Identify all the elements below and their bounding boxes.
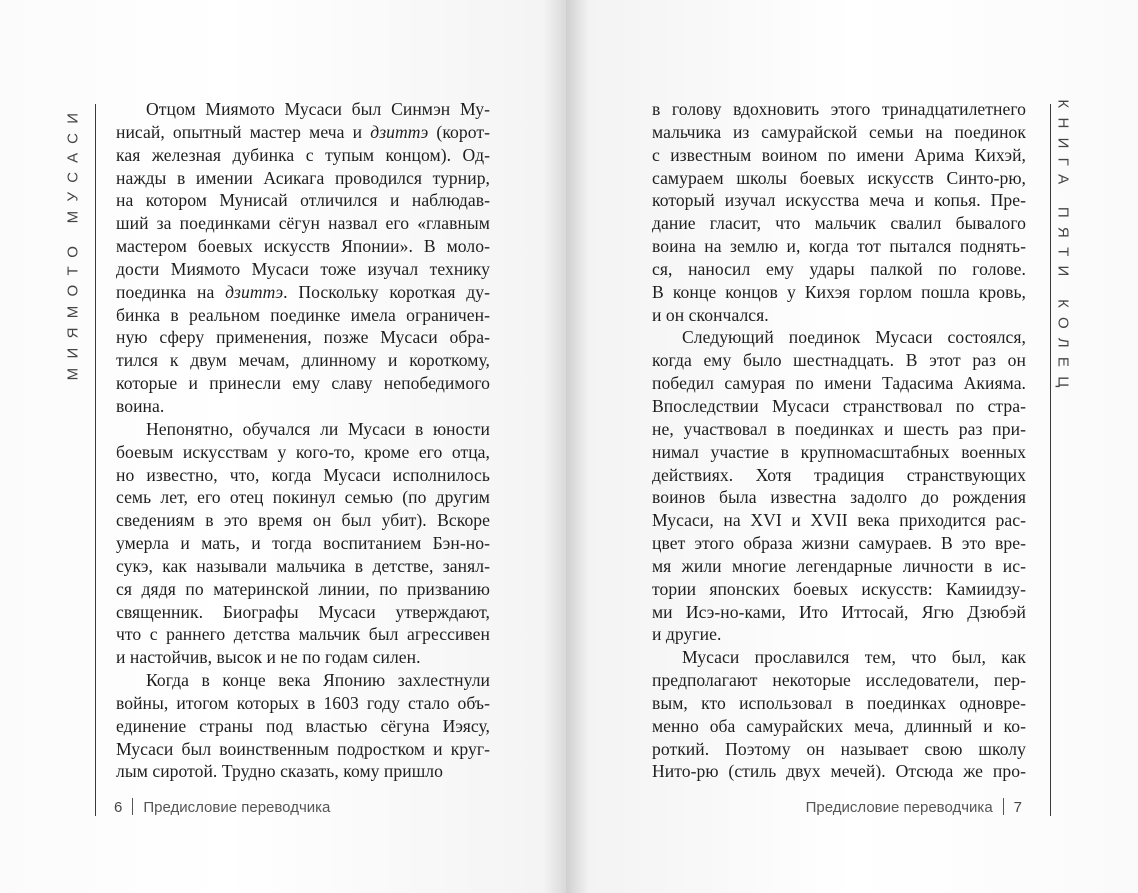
left-footer [114, 798, 330, 816]
text-line: мя жили многие легендарные личности в ис- [652, 555, 1026, 576]
right-page-text [652, 98, 1026, 783]
paragraph [652, 98, 1026, 326]
text-line: лым сиротой. Трудно сказать, кому пришло [116, 761, 443, 782]
text-line: ся, наносил ему удары палкой по голове. [652, 258, 1026, 279]
text-line: дание гласит, что мальчик свалил бывалого [652, 213, 1026, 234]
line-row [652, 623, 1026, 646]
line-row [652, 395, 1026, 418]
line-row [116, 715, 490, 738]
text-line: Непонятно, обучался ли Мусаси в юности [146, 418, 490, 439]
text-line: действиях. Хотя традиция странствующих [652, 464, 1026, 485]
text-line: и он скончался. [652, 304, 769, 325]
paragraph [652, 326, 1026, 646]
line-row [652, 281, 1026, 304]
line-row [652, 669, 1026, 692]
line-row [116, 258, 490, 281]
text-line: менно оба самурайских меча, длинный и ко- [652, 715, 1026, 736]
text-line: победил самурая по имени Тадасима Акияма. [652, 373, 1026, 394]
line-row [652, 349, 1026, 372]
text-line: Когда в конце века Японию захлестнули [146, 670, 490, 691]
text-line: единение страны под властью сёгуна Иэясу, [116, 715, 490, 736]
text-line: вым, кто использовал в поединках одновре- [652, 692, 1026, 713]
line-row [652, 646, 1026, 669]
line-row [652, 326, 1026, 349]
text-line: тории японских боевых искусств: Камиидзу- [652, 578, 1026, 599]
text-line: Мусаси, на XVI и XVII века приходится рас- [652, 510, 1026, 531]
text-line: боевым искусствам у кого-то, кроме его отца, [116, 441, 490, 462]
line-row [116, 98, 490, 121]
line-row [652, 189, 1026, 212]
line-row [116, 144, 490, 167]
page-number: 7 [1013, 799, 1022, 816]
line-row [116, 578, 490, 601]
right-running-head: КНИГА ПЯТИ КОЛЕЦ [1054, 99, 1072, 397]
line-row [652, 258, 1026, 281]
right-margin-rule [1050, 104, 1051, 816]
line-row [652, 486, 1026, 509]
text-line: нисай, опытный мастер меча и [116, 121, 371, 142]
line-row [652, 692, 1026, 715]
text-line: В конце концов у Кихэя горлом пошла кровь, [652, 281, 1026, 302]
line-row [116, 646, 490, 669]
line-row [652, 760, 1026, 783]
line-row [652, 578, 1026, 601]
line-row [652, 555, 1026, 578]
line-row [652, 738, 1026, 761]
line-row [116, 304, 490, 327]
text-line: семь лет, его отец покинул семью (по другим [116, 487, 490, 508]
line-row [652, 464, 1026, 487]
line-row [116, 555, 490, 578]
paragraph [116, 669, 490, 783]
text-line: что с раннего детства мальчик был агрессивен [116, 624, 490, 645]
paragraph [116, 98, 490, 418]
text-line: и настойчив, высок и не по годам силен. [116, 647, 421, 668]
line-row [116, 669, 490, 692]
italic-term: дзиттэ [225, 281, 284, 302]
text-line: с известным воином по имени Арима Кихэй, [652, 144, 1026, 165]
paragraph [652, 646, 1026, 783]
line-row [652, 167, 1026, 190]
line-row [116, 692, 490, 715]
line-row [116, 372, 490, 395]
right-footer [806, 798, 1022, 816]
text-line: не, участвовал в поединках и шесть раз при- [652, 418, 1026, 439]
line-row [116, 418, 490, 441]
footer-separator [132, 798, 133, 815]
text-line: самураем школы боевых искусств Синто-рю, [652, 167, 1026, 188]
line-row [116, 349, 490, 372]
line-row [652, 372, 1026, 395]
text-line: который изучал искусства меча и копья. Пре- [652, 190, 1026, 211]
left-margin-rule [95, 104, 96, 816]
line-row [652, 441, 1026, 464]
line-row [116, 235, 490, 258]
text-line: Впоследствии Мусаси странствовал по стра- [652, 395, 1026, 416]
line-row [116, 623, 490, 646]
text-line: в голову вдохновить этого тринадцатилетнего [652, 99, 1026, 119]
line-row [652, 418, 1026, 441]
text-line: тился к двум мечам, длинному и короткому, [116, 350, 490, 371]
line-row [652, 98, 1026, 121]
text-line: кая железная дубинка с тупым концом). Од- [116, 144, 490, 165]
line-row [116, 167, 490, 190]
text-line: воина на землю и, когда тот пытался поднять- [652, 236, 1026, 257]
line-row [652, 532, 1026, 555]
text-line: дости Миямото Мусаси тоже изучал технику [116, 258, 490, 279]
line-row [652, 235, 1026, 258]
text-line: нажды в имении Асикага проводился турнир, [116, 167, 490, 188]
text-line: Нито-рю (стиль двух мечей). Отсюда же про- [652, 761, 1026, 782]
line-row [116, 760, 490, 783]
footer-section-title: Предисловие переводчика [143, 799, 331, 816]
line-row [116, 738, 490, 761]
text-line: сведениям в это время он был убит). Вскоре [116, 510, 490, 531]
text-line: Следующий поединок Мусаси состоялся, [682, 327, 1026, 348]
line-row [116, 326, 490, 349]
line-row [116, 509, 490, 532]
line-row [116, 189, 490, 212]
line-row [652, 601, 1026, 624]
footer-section-title: Предисловие переводчика [805, 799, 993, 816]
text-line: ший за поединками сёгун назвал его «главным [116, 213, 490, 234]
line-row [116, 601, 490, 624]
text-line: воинов была известна задолго до рождения [652, 487, 1026, 508]
text-line: священник. Биографы Мусаси утверждают, [116, 601, 490, 622]
text-line: мальчика из самурайской семьи на поединок [652, 121, 1026, 142]
text-line: цвет этого образа жизни самураев. В это вре- [652, 533, 1026, 554]
text-line: роткий. Поэтому он называет свою школу [652, 738, 1026, 759]
italic-term: дзиттэ [370, 121, 429, 142]
line-row [116, 281, 490, 304]
text-line: . Поскольку короткая ду- [283, 281, 491, 302]
line-row [652, 212, 1026, 235]
line-row [652, 715, 1026, 738]
text-line: но известно, что, когда Мусаси исполнилось [116, 464, 490, 485]
page-number: 6 [114, 799, 123, 816]
paragraph [116, 418, 490, 669]
line-row [652, 304, 1026, 327]
line-row [116, 532, 490, 555]
text-line: (корот- [428, 121, 490, 142]
text-line: предполагают некоторые исследователи, пер- [652, 670, 1026, 691]
text-line: сукэ, как называли мальчика в детстве, занял- [116, 555, 490, 576]
text-line: бинка в реальном поединке имела ограничен- [116, 304, 490, 325]
text-line: Мусаси прославился тем, что был, как [682, 647, 1026, 668]
line-row [116, 464, 490, 487]
text-line: войны, итогом которых в 1603 году стало объ- [116, 692, 490, 713]
text-line: воина. [116, 395, 165, 416]
text-line: на котором Мунисай отличился и наблюдав- [116, 190, 490, 211]
text-line: ми Исэ-но-ками, Ито Иттосай, Ягю Дзюбэй [652, 601, 1026, 622]
text-line: когда ему было шестнадцать. В этот раз он [652, 350, 1026, 371]
text-line: умерла и мать, и тогда воспитанием Бэн-но- [116, 533, 490, 554]
text-line: поединка на [116, 281, 226, 302]
text-line: мастером боевых искусств Японии». В моло- [116, 236, 490, 257]
line-row [652, 144, 1026, 167]
right-page [566, 0, 1138, 893]
text-line: ся дядя по материнской линии, по призванию [116, 578, 490, 599]
text-line: Мусаси был воинственным подростком и круг- [116, 738, 490, 759]
text-line: Отцом Миямото Мусаси был Синмэн Му- [146, 99, 490, 119]
line-row [116, 395, 490, 418]
text-line: которые и принесли ему славу непобедимого [116, 373, 490, 394]
left-page-text [116, 98, 490, 783]
left-page [0, 0, 566, 893]
text-line: ную сферу применения, позже Мусаси обра- [116, 327, 490, 348]
line-row [116, 121, 490, 144]
left-running-head: МИЯМОТО МУСАСИ [64, 103, 82, 381]
line-row [652, 121, 1026, 144]
text-line: и другие. [652, 624, 722, 645]
text-line: нимал участие в крупномасштабных военных [652, 441, 1026, 462]
line-row [116, 212, 490, 235]
footer-separator [1003, 798, 1004, 815]
line-row [652, 509, 1026, 532]
line-row [116, 486, 490, 509]
line-row [116, 441, 490, 464]
